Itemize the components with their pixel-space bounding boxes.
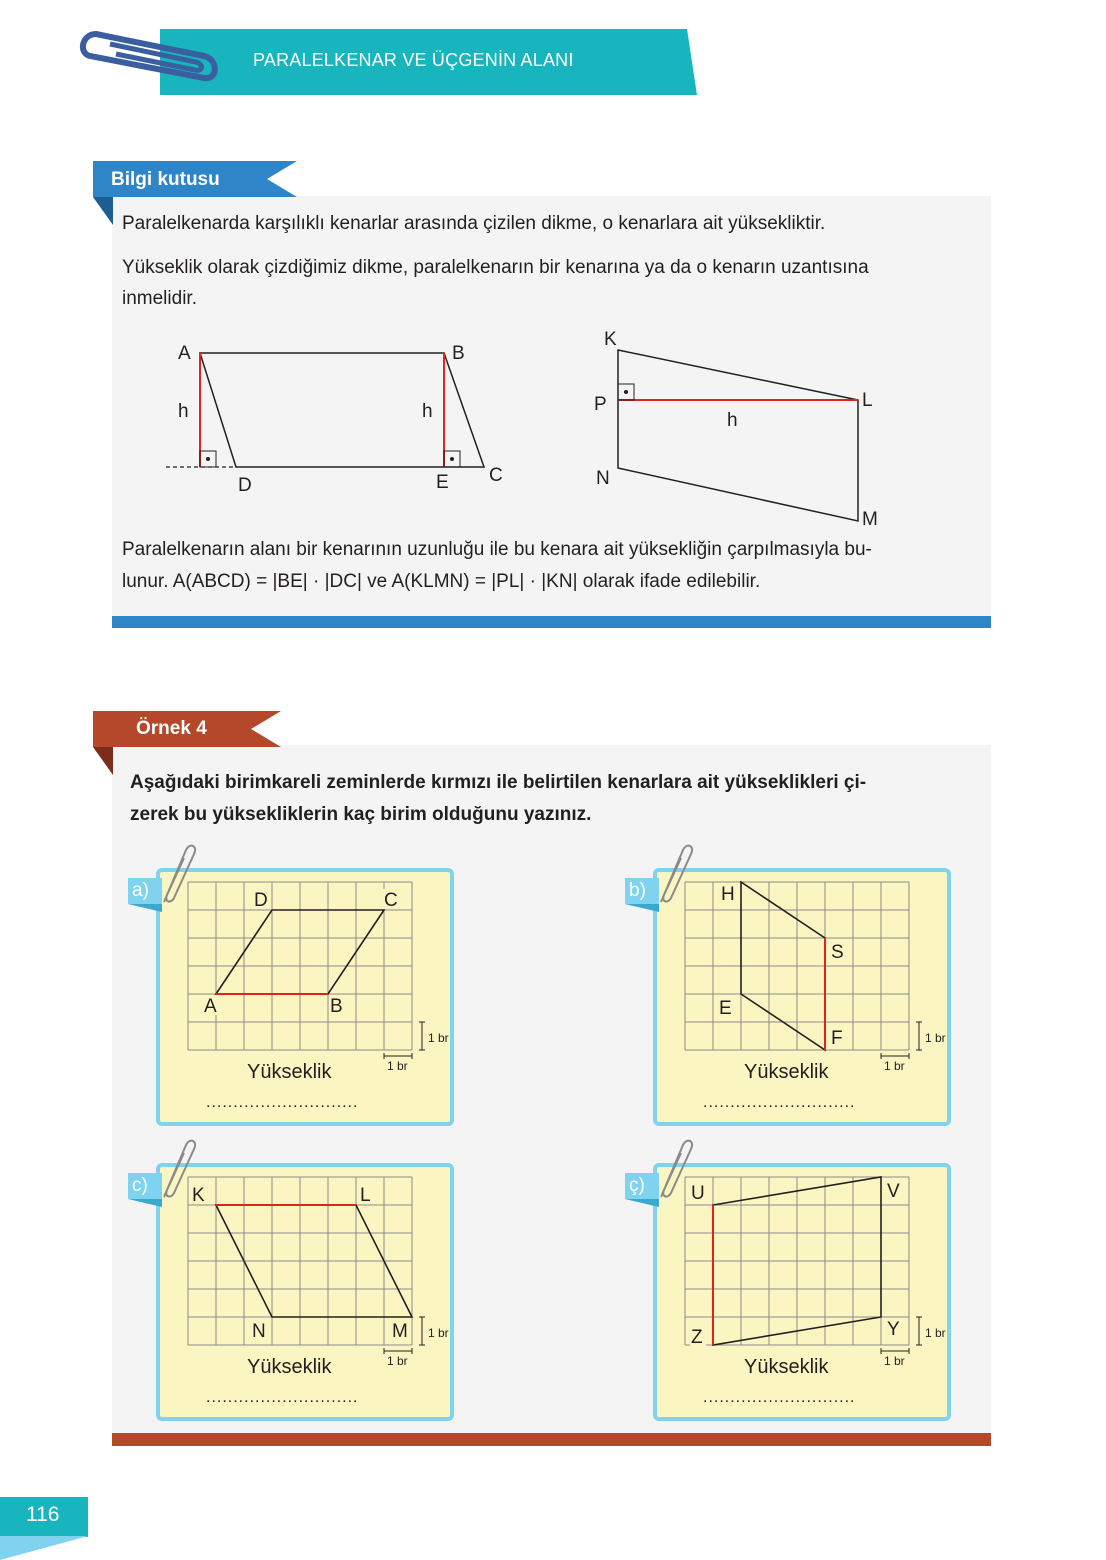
answer-label: Yükseklik	[247, 1061, 332, 1083]
height-label-right: h	[422, 401, 433, 422]
parallelogram-abcd	[200, 353, 484, 467]
info-para-3-line-1: Paralelkenarın alanı bir kenarının uzunluğu ile bu kenara ait yüksekliğin çarpılmasıyla bu-	[122, 539, 872, 560]
vertex-b-label: B	[452, 343, 465, 364]
info-box-tag: Bilgi kutusu	[111, 169, 220, 190]
vertex-m-label: M	[862, 509, 878, 530]
svg-text:1 br: 1 br	[884, 1354, 905, 1368]
svg-text:1 br: 1 br	[884, 1059, 905, 1073]
vertex-label: F	[831, 1028, 843, 1049]
vertex-n-label: N	[596, 468, 610, 489]
example-box-bottom-bar	[112, 1433, 991, 1446]
card-label: ç)	[629, 1175, 645, 1196]
card-label: c)	[132, 1175, 148, 1196]
vertex-p-label: P	[594, 394, 607, 415]
vertex-label: D	[254, 890, 268, 911]
card-label: b)	[629, 880, 646, 901]
unit-markers	[879, 1016, 959, 1076]
answer-blank[interactable]: ............................	[703, 1094, 856, 1111]
svg-text:1 br: 1 br	[428, 1326, 449, 1340]
parallelogram-klmn-figure	[586, 325, 896, 535]
svg-text:1 br: 1 br	[925, 1031, 946, 1045]
vertex-c-label: C	[489, 465, 503, 486]
vertex-label: Y	[887, 1319, 900, 1340]
vertex-label: V	[887, 1181, 900, 1202]
vertex-e-label: E	[436, 472, 449, 493]
parallelogram-klmn	[618, 350, 858, 521]
vertex-label: A	[204, 996, 217, 1017]
unit-markers	[382, 1311, 462, 1371]
example-question-line-1: Aşağıdaki birimkareli zeminlerde kırmızı ile belirtilen kenarlara ait yükseklikleri çi-	[130, 772, 867, 793]
vertex-label: Z	[691, 1327, 703, 1348]
unit-markers	[879, 1311, 959, 1371]
paperclip-icon	[76, 20, 226, 100]
answer-blank[interactable]: ............................	[206, 1094, 359, 1111]
vertex-label: E	[719, 998, 732, 1019]
answer-blank[interactable]: ............................	[206, 1389, 359, 1406]
answer-label: Yükseklik	[744, 1356, 829, 1378]
vertex-label: S	[831, 942, 844, 963]
parallelogram-abcd-figure	[160, 335, 520, 505]
vertex-a-label: A	[178, 343, 191, 364]
answer-blank[interactable]: ............................	[703, 1389, 856, 1406]
vertex-label: H	[721, 884, 735, 905]
height-label-left: h	[178, 401, 189, 422]
info-para-2-line-2: inmelidir.	[122, 288, 197, 309]
svg-text:1 br: 1 br	[428, 1031, 449, 1045]
vertex-l-label: L	[862, 390, 873, 411]
page-number: 116	[26, 1503, 60, 1526]
info-para-2-line-1: Yükseklik olarak çizdiğimiz dikme, paralelkenarın bir kenarına ya da o kenarın uzantısına	[122, 257, 869, 278]
answer-label: Yükseklik	[744, 1061, 829, 1083]
height-label: h	[727, 410, 738, 431]
card-label: a)	[132, 880, 149, 901]
example-question-line-2: zerek bu yüksekliklerin kaç birim olduğunu yazınız.	[130, 804, 592, 825]
unit-markers	[382, 1016, 462, 1076]
vertex-label: B	[330, 996, 343, 1017]
svg-text:1 br: 1 br	[387, 1059, 408, 1073]
answer-label: Yükseklik	[247, 1356, 332, 1378]
svg-text:1 br: 1 br	[925, 1326, 946, 1340]
vertex-label: K	[192, 1185, 205, 1206]
vertex-label: U	[691, 1183, 705, 1204]
info-box-bottom-bar	[112, 616, 991, 628]
info-para-1: Paralelkenarda karşılıklı kenarlar arasında çizilen dikme, o kenarlara ait yüksekliktir.	[122, 213, 826, 234]
vertex-label: M	[392, 1321, 408, 1342]
svg-text:1 br: 1 br	[387, 1354, 408, 1368]
vertex-label: L	[360, 1185, 371, 1206]
vertex-label: N	[252, 1321, 266, 1342]
page-number-tab-tail	[0, 1536, 110, 1560]
vertex-d-label: D	[238, 475, 252, 496]
info-para-3-line-2: lunur. A(ABCD) = |BE| · |DC| ve A(KLMN) = |PL| · |KN| olarak ifade edilebilir.	[122, 571, 761, 592]
example-tag: Örnek 4	[136, 718, 207, 739]
vertex-k-label: K	[604, 329, 617, 350]
vertex-label: C	[384, 890, 398, 911]
chapter-title: PARALELKENAR VE ÜÇGENİN ALANI	[253, 50, 574, 70]
